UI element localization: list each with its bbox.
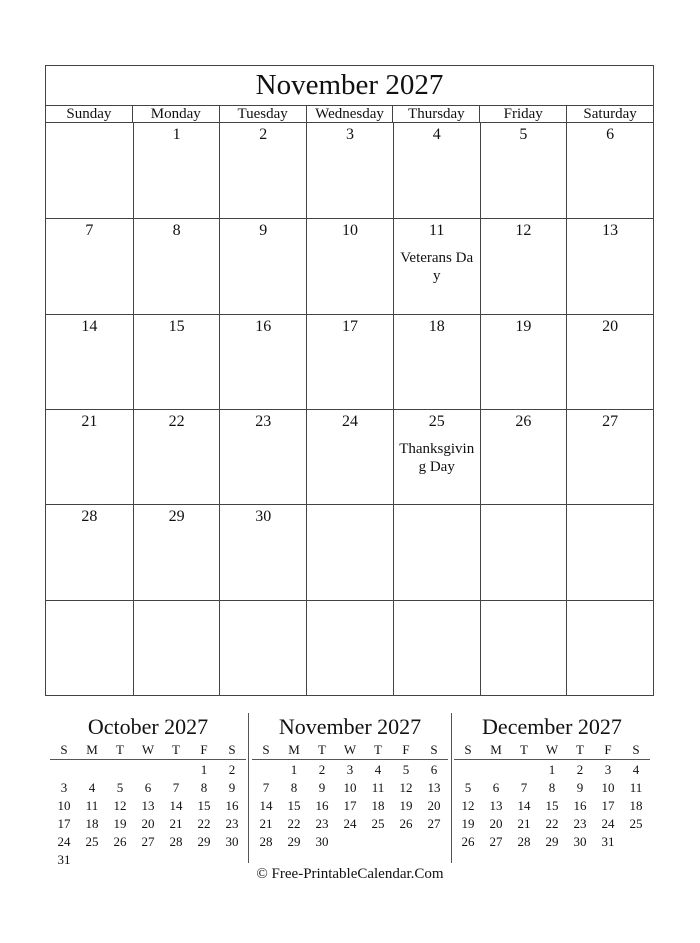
day-cell[interactable] [219, 409, 306, 504]
mini-day [454, 760, 482, 780]
mini-day: 5 [402, 762, 410, 777]
day-number: 27 [602, 413, 619, 430]
mini-weekday-label: W [538, 741, 566, 760]
mini-day: 9 [228, 780, 236, 795]
mini-day: 7 [520, 780, 528, 795]
day-cell[interactable] [219, 600, 306, 695]
mini-day: 2 [228, 762, 236, 777]
day-cell[interactable] [133, 409, 220, 504]
mini-weekday-label: S [50, 741, 78, 760]
holiday-label: Veterans Day [400, 250, 474, 285]
mini-day: 17 [57, 816, 71, 831]
mini-separator [451, 713, 452, 863]
mini-day: 22 [287, 816, 301, 831]
day-number: 8 [172, 222, 181, 240]
mini-day: 4 [88, 780, 96, 795]
mini-day: 29 [545, 834, 559, 849]
mini-day [106, 760, 134, 780]
day-cell[interactable] [393, 600, 480, 695]
mini-day: 15 [287, 798, 301, 813]
day-cell[interactable] [219, 314, 306, 409]
mini-day: 9 [576, 780, 584, 795]
mini-day: 25 [629, 816, 643, 831]
day-number: 26 [515, 413, 532, 430]
mini-weekday-label: M [280, 741, 308, 760]
mini-day: 26 [113, 834, 127, 849]
day-cell[interactable] [46, 600, 133, 695]
weekday-label: Saturday [566, 106, 653, 122]
day-grid [46, 123, 653, 695]
mini-day: 22 [545, 816, 559, 831]
day-number: 28 [81, 508, 98, 526]
mini-day: 27 [489, 834, 503, 849]
day-number: 22 [168, 413, 185, 430]
mini-day: 4 [374, 762, 382, 777]
mini-day: 9 [318, 780, 326, 795]
mini-day [336, 833, 364, 851]
mini-calendar-october [50, 713, 246, 869]
day-number: 17 [341, 317, 358, 335]
day-cell[interactable] [219, 123, 306, 218]
mini-day: 11 [371, 780, 385, 795]
weekday-label: Friday [479, 106, 566, 122]
day-cell[interactable] [306, 504, 393, 599]
day-number: 18 [428, 317, 445, 335]
mini-day: 28 [169, 834, 183, 849]
mini-day: 15 [197, 798, 211, 813]
mini-day: 14 [259, 798, 273, 813]
day-number: 1 [172, 126, 181, 143]
day-cell[interactable] [393, 409, 480, 504]
day-cell[interactable] [566, 123, 653, 218]
day-cell[interactable] [393, 504, 480, 599]
day-cell[interactable] [393, 314, 480, 409]
mini-day: 26 [461, 834, 475, 849]
main-calendar [45, 65, 654, 696]
day-cell[interactable] [306, 123, 393, 218]
day-cell[interactable] [480, 314, 567, 409]
mini-day [134, 760, 162, 780]
day-number: 15 [168, 317, 185, 335]
mini-day: 1 [548, 762, 556, 777]
mini-day: 21 [517, 816, 531, 831]
mini-weekday-label: T [308, 741, 336, 760]
day-cell[interactable] [306, 600, 393, 695]
mini-day [510, 760, 538, 780]
day-cell[interactable] [480, 123, 567, 218]
mini-day: 14 [169, 798, 183, 813]
day-number: 3 [345, 126, 354, 143]
day-cell[interactable] [46, 409, 133, 504]
mini-day: 3 [604, 762, 612, 777]
mini-day: 27 [141, 834, 155, 849]
mini-day: 19 [461, 816, 475, 831]
day-number: 12 [515, 222, 532, 240]
weekday-label: Monday [132, 106, 219, 122]
day-cell[interactable] [46, 504, 133, 599]
day-cell[interactable] [46, 123, 133, 218]
mini-weekday-label: M [482, 741, 510, 760]
mini-weekday-label: F [190, 741, 218, 760]
mini-weekday-label: T [162, 741, 190, 760]
mini-day: 12 [461, 798, 475, 813]
mini-weekday-label: W [336, 741, 364, 760]
day-number: 6 [606, 126, 615, 143]
day-number: 21 [81, 413, 98, 430]
mini-day: 1 [290, 762, 298, 777]
mini-day: 25 [85, 834, 99, 849]
mini-day: 22 [197, 816, 211, 831]
mini-day: 20 [427, 798, 441, 813]
mini-day [50, 760, 78, 780]
day-number: 2 [259, 126, 268, 143]
mini-day: 5 [116, 780, 124, 795]
mini-day: 30 [573, 834, 587, 849]
mini-day: 10 [343, 780, 357, 795]
day-number: 11 [429, 222, 445, 240]
mini-day: 24 [343, 816, 357, 831]
mini-day: 4 [632, 762, 640, 777]
mini-day: 11 [85, 798, 99, 813]
day-cell[interactable] [566, 409, 653, 504]
mini-day: 11 [629, 780, 643, 795]
day-number: 4 [432, 126, 441, 143]
mini-day: 2 [318, 762, 326, 777]
calendar-title: November 2027 [46, 66, 653, 106]
copyright-footer: © Free-PrintableCalendar.Com [256, 866, 444, 882]
mini-day: 25 [371, 816, 385, 831]
mini-day: 24 [601, 816, 615, 831]
day-cell[interactable] [133, 314, 220, 409]
day-number: 25 [428, 413, 445, 430]
mini-day: 3 [60, 780, 68, 795]
mini-day: 16 [573, 798, 587, 813]
day-cell[interactable] [133, 218, 220, 313]
day-number: 16 [255, 317, 272, 335]
mini-day [252, 760, 280, 780]
mini-day: 23 [573, 816, 587, 831]
mini-day: 18 [629, 798, 643, 813]
day-number: 10 [341, 222, 358, 240]
mini-day: 8 [290, 780, 298, 795]
mini-calendar-title: October 2027 [87, 714, 209, 739]
mini-day: 13 [141, 798, 155, 813]
weekday-label: Sunday [66, 106, 112, 122]
mini-weekday-label: T [106, 741, 134, 760]
mini-day [622, 833, 650, 851]
mini-day [78, 760, 106, 780]
day-cell[interactable] [480, 218, 567, 313]
mini-calendar-november [252, 713, 448, 851]
mini-day: 5 [464, 780, 472, 795]
day-cell[interactable] [133, 504, 220, 599]
day-number: 19 [515, 317, 532, 335]
day-cell[interactable] [133, 600, 220, 695]
day-cell[interactable] [306, 314, 393, 409]
day-number: 24 [341, 413, 358, 430]
day-number: 13 [602, 222, 619, 240]
day-number: 9 [259, 222, 268, 240]
mini-day [364, 833, 392, 851]
weekday-label: Thursday [392, 106, 479, 122]
day-number: 7 [85, 222, 94, 240]
mini-day: 28 [259, 834, 273, 849]
mini-day [162, 760, 190, 780]
mini-day: 10 [601, 780, 615, 795]
mini-day: 8 [200, 780, 208, 795]
mini-day: 29 [197, 834, 211, 849]
mini-day: 14 [517, 798, 531, 813]
mini-day [420, 833, 448, 851]
day-cell[interactable] [480, 600, 567, 695]
day-cell[interactable] [219, 218, 306, 313]
mini-weekday-label: F [392, 741, 420, 760]
day-cell[interactable] [566, 504, 653, 599]
mini-weekday-label: S [252, 741, 280, 760]
mini-day: 7 [172, 780, 180, 795]
mini-day: 20 [141, 816, 155, 831]
mini-day: 6 [492, 780, 500, 795]
mini-day: 27 [427, 816, 441, 831]
day-number: 5 [519, 126, 528, 143]
mini-weekday-label: T [566, 741, 594, 760]
day-cell[interactable] [480, 409, 567, 504]
mini-day: 20 [489, 816, 503, 831]
mini-day: 16 [315, 798, 329, 813]
mini-weekday-label: W [134, 741, 162, 760]
weekday-label: Wednesday [306, 106, 393, 122]
day-cell[interactable] [393, 123, 480, 218]
mini-day: 23 [315, 816, 329, 831]
mini-day: 12 [399, 780, 413, 795]
mini-calendars [0, 713, 700, 873]
mini-day [482, 760, 510, 780]
mini-day: 18 [85, 816, 99, 831]
day-cell[interactable] [46, 314, 133, 409]
mini-day: 10 [57, 798, 71, 813]
day-cell[interactable] [133, 123, 220, 218]
mini-day: 31 [57, 852, 71, 867]
day-cell[interactable] [480, 504, 567, 599]
mini-day: 21 [259, 816, 273, 831]
mini-weekday-label: S [622, 741, 650, 760]
mini-day: 24 [57, 834, 71, 849]
day-cell[interactable] [566, 600, 653, 695]
mini-day: 6 [430, 762, 438, 777]
day-cell[interactable] [566, 314, 653, 409]
mini-day: 15 [545, 798, 559, 813]
holiday-label: Thanksgiving Day [399, 441, 475, 475]
day-cell[interactable] [46, 218, 133, 313]
mini-day: 13 [489, 798, 503, 813]
mini-day: 23 [225, 816, 239, 831]
mini-day: 19 [399, 798, 413, 813]
mini-day: 16 [225, 798, 239, 813]
mini-day: 3 [346, 762, 354, 777]
day-number: 14 [81, 317, 98, 335]
mini-day: 18 [371, 798, 385, 813]
mini-weekday-label: S [420, 741, 448, 760]
mini-day: 2 [576, 762, 584, 777]
mini-weekday-label: F [594, 741, 622, 760]
mini-day: 28 [517, 834, 531, 849]
mini-weekday-label: S [454, 741, 482, 760]
mini-day [392, 833, 420, 851]
mini-day: 29 [287, 834, 301, 849]
day-number: 29 [168, 508, 185, 526]
mini-weekday-label: T [510, 741, 538, 760]
day-number: 20 [602, 317, 619, 335]
day-number: 23 [255, 413, 272, 430]
mini-day: 6 [144, 780, 152, 795]
mini-weekday-label: T [364, 741, 392, 760]
mini-separator [248, 713, 249, 863]
mini-calendar-title: November 2027 [278, 714, 422, 739]
mini-day: 17 [343, 798, 357, 813]
mini-day: 19 [113, 816, 127, 831]
mini-calendar-december [454, 713, 650, 851]
day-cell[interactable] [219, 504, 306, 599]
mini-weekday-label: S [218, 741, 246, 760]
mini-calendar-title: December 2027 [482, 714, 622, 739]
mini-day: 30 [225, 834, 239, 849]
weekday-label: Tuesday [219, 106, 306, 122]
day-cell[interactable] [566, 218, 653, 313]
weekday-header-row [46, 106, 653, 123]
day-number: 30 [255, 508, 272, 526]
day-cell[interactable] [306, 218, 393, 313]
day-cell[interactable] [393, 218, 480, 313]
mini-weekday-label: M [78, 741, 106, 760]
mini-day: 31 [601, 834, 615, 849]
mini-day: 7 [262, 780, 270, 795]
mini-day: 1 [200, 762, 208, 777]
day-cell[interactable] [306, 409, 393, 504]
mini-day: 17 [601, 798, 615, 813]
mini-day: 30 [315, 834, 329, 849]
mini-day: 8 [548, 780, 556, 795]
mini-day: 13 [427, 780, 441, 795]
mini-day: 26 [399, 816, 413, 831]
mini-day: 12 [113, 798, 127, 813]
mini-day: 21 [169, 816, 183, 831]
